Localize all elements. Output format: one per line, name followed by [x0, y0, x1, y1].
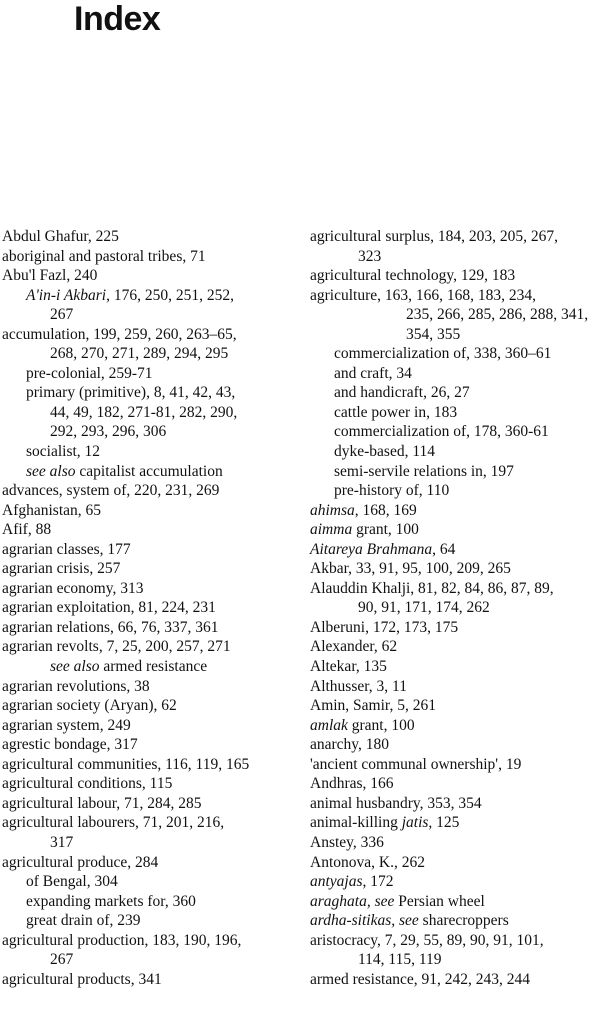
index-entry: Althusser, 3, 11 — [310, 677, 407, 695]
index-column-left — [2, 227, 292, 989]
index-column-right — [310, 227, 598, 989]
page-title: Index — [74, 0, 161, 38]
index-entry: agrarian exploitation, 81, 224, 231 — [2, 599, 216, 617]
index-entry: socialist, 12 — [26, 443, 101, 461]
index-entry: Alberuni, 172, 173, 175 — [310, 618, 459, 636]
index-entry: armed resistance, 91, 242, 243, 244 — [310, 970, 530, 988]
index-entry: agricultural communities, 116, 119, 165 — [2, 755, 250, 773]
index-entry: animal husbandry, 353, 354 — [310, 794, 482, 812]
index-entry: agrarian system, 249 — [2, 716, 131, 734]
index-entry: 267 — [50, 951, 74, 969]
index-entry: amlak grant, 100 — [310, 716, 415, 734]
index-entry: accumulation, 199, 259, 260, 263–65, — [2, 325, 237, 343]
index-entry: 44, 49, 182, 271-81, 282, 290, — [50, 403, 238, 421]
index-entry: Akbar, 33, 91, 95, 100, 209, 265 — [310, 560, 511, 578]
index-entry: agriculture, 163, 166, 168, 183, 234, — [310, 286, 537, 304]
index-entry: agrarian revolts, 7, 25, 200, 257, 271 — [2, 638, 231, 656]
index-entry: Abu'l Fazl, 240 — [2, 267, 98, 285]
index-entry: dyke-based, 114 — [334, 443, 436, 461]
index-entry: pre-history of, 110 — [334, 482, 450, 500]
index-entry: agricultural labour, 71, 284, 285 — [2, 794, 202, 812]
index-entry: agricultural technology, 129, 183 — [310, 267, 516, 285]
index-entry: 317 — [50, 833, 74, 851]
index-entry: animal-killing jatis, 125 — [310, 814, 460, 832]
index-entry: agrarian society (Aryan), 62 — [2, 697, 177, 715]
index-entry: agrarian economy, 313 — [2, 579, 144, 597]
index-entry: agricultural products, 341 — [2, 970, 162, 988]
index-entry: Altekar, 135 — [310, 658, 387, 676]
index-entry: antyajas, 172 — [310, 873, 394, 891]
index-entry: Abdul Ghafur, 225 — [2, 228, 119, 245]
index-entry: see also armed resistance — [50, 658, 208, 676]
index-entry: 268, 270, 271, 289, 294, 295 — [50, 345, 229, 363]
index-entry: and handicraft, 26, 27 — [334, 384, 470, 402]
index-entry: A'in-i Akbari, 176, 250, 251, 252, — [26, 286, 234, 304]
index-entry: 114, 115, 119 — [358, 951, 442, 969]
index-entry: agrarian classes, 177 — [2, 540, 131, 558]
index-entry: 354, 355 — [406, 325, 461, 343]
index-entry: agrarian crisis, 257 — [2, 560, 121, 578]
index-entry: and craft, 34 — [334, 364, 412, 382]
index-entry: 292, 293, 296, 306 — [50, 423, 167, 441]
index-entry: commercialization of, 178, 360-61 — [334, 423, 549, 441]
index-entry: agrarian relations, 66, 76, 337, 361 — [2, 618, 219, 636]
index-entry: Andhras, 166 — [310, 775, 394, 793]
index-entry: Alauddin Khalji, 81, 82, 84, 86, 87, 89, — [310, 579, 554, 597]
index-entry: of Bengal, 304 — [26, 873, 118, 891]
index-entry: ahimsa, 168, 169 — [310, 501, 417, 519]
index-entry: agrestic bondage, 317 — [2, 736, 138, 754]
index-entry: agricultural produce, 284 — [2, 853, 159, 871]
index-entry: agricultural production, 183, 190, 196, — [2, 931, 242, 949]
index-entry: Alexander, 62 — [310, 638, 398, 656]
index-entry: 267 — [50, 306, 74, 324]
index-entry: advances, system of, 220, 231, 269 — [2, 482, 220, 500]
index-entry: Antonova, K., 262 — [310, 853, 425, 871]
index-entry: aimma grant, 100 — [310, 521, 419, 539]
index-entry: primary (primitive), 8, 41, 42, 43, — [26, 384, 236, 402]
index-entry: agricultural surplus, 184, 203, 205, 267, — [310, 228, 558, 245]
index-entry: 90, 91, 171, 174, 262 — [358, 599, 490, 617]
index-entry: commercialization of, 338, 360–61 — [334, 345, 552, 363]
index-entry: agrarian revolutions, 38 — [2, 677, 150, 695]
index-entry: expanding markets for, 360 — [26, 892, 196, 910]
index-entry: see also capitalist accumulation — [26, 462, 223, 480]
index-entry: 323 — [358, 247, 382, 265]
index-entry: pre-colonial, 259-71 — [26, 364, 153, 382]
index-entry: Amin, Samir, 5, 261 — [310, 697, 436, 715]
index-entry: Afghanistan, 65 — [2, 501, 102, 519]
index-entry: Anstey, 336 — [310, 833, 384, 851]
index-entry: 'ancient communal ownership', 19 — [310, 755, 522, 773]
index-entry: agricultural conditions, 115 — [2, 775, 173, 793]
index-entry: aristocracy, 7, 29, 55, 89, 90, 91, 101, — [310, 931, 544, 949]
index-entry: semi-servile relations in, 197 — [334, 462, 514, 480]
index-entry: ardha-sitikas, see sharecroppers — [310, 912, 509, 930]
index-entry: anarchy, 180 — [310, 736, 390, 754]
index-entry: Afif, 88 — [2, 521, 52, 539]
index-entry: cattle power in, 183 — [334, 403, 458, 421]
index-entry: 235, 266, 285, 286, 288, 341, — [406, 306, 589, 324]
index-entry: araghata, see Persian wheel — [310, 892, 485, 910]
index-entry: aboriginal and pastoral tribes, 71 — [2, 247, 206, 265]
index-entry: agricultural labourers, 71, 201, 216, — [2, 814, 225, 832]
index-entry: great drain of, 239 — [26, 912, 141, 930]
index-entry: Aitareya Brahmana, 64 — [310, 540, 456, 558]
